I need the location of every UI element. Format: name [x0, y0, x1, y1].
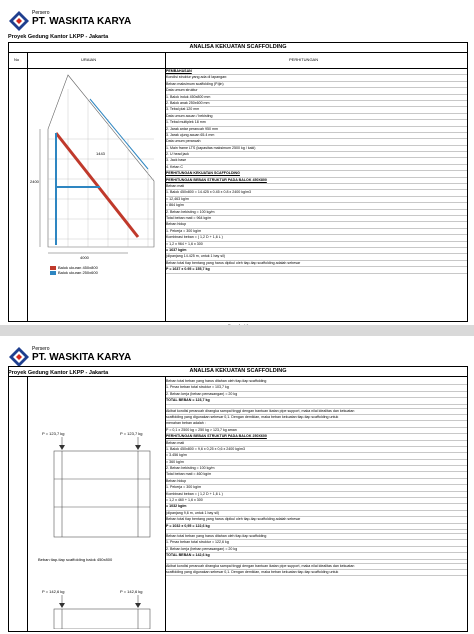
- company-header: [8, 8, 208, 40]
- persero-label: Persero: [32, 10, 50, 16]
- page-title: ANALISA KEKUATAN SCAFFOLDING: [9, 43, 467, 53]
- diagonal-length-label: 1443: [96, 151, 105, 156]
- calc-row: 3. Jack base: [166, 158, 467, 164]
- calc-row: PERHITUNGAN BEBAN STRUKTUR PADA BALOK 450X800: [166, 178, 467, 184]
- load-diagram: [28, 379, 165, 634]
- calc-row: 2. Balok anak 250x600 mm: [166, 101, 467, 107]
- calc-row: 2. Beban kerja (beban pemasangan) = 20 kg: [166, 547, 467, 553]
- calc-row: Beban hidup: [166, 479, 467, 485]
- load-label-left: P = 123,7 kg: [42, 431, 65, 436]
- calc-row: Beban mati: [166, 441, 467, 447]
- height-dimension-label: 2400: [30, 179, 39, 184]
- persero-label: Persero: [32, 346, 50, 352]
- col-no: No: [14, 57, 20, 62]
- calc-row: Kondisi struktur yang ada di lapangan:: [166, 75, 467, 81]
- calc-row: 2. Jarak antar perancah 950 mm: [166, 127, 467, 133]
- calc-row: Beban mati: [166, 184, 467, 190]
- calc-row: = 1,2 x 964 + 1,6 x 300: [166, 242, 467, 248]
- calc-row: = 3.456 kg/m: [166, 453, 467, 459]
- calc-row: (dipanjang 14.425 m, untuk 1 bay sil): [166, 254, 467, 260]
- calc-row: TOTAL BEBAN = 123,7 kg: [166, 398, 467, 404]
- calc-row: Beban total beban yang harus ditahan oleh tiap-tiap scaffolding: [166, 534, 467, 540]
- calc-row: scaffolding yang digunakan sebesar 0,1. Dengan demikian, maka beban kekuatan tiap-tiap scaffolding untuk: [166, 570, 467, 576]
- calc-row: 4. Ketan C: [166, 165, 467, 171]
- calc-row: = 864 kg/m: [166, 203, 467, 209]
- calc-row: P = 1032 x 0,95 = 122,6 kg: [166, 524, 467, 530]
- calc-row: 1. Pekerja = 300 kg/m: [166, 485, 467, 491]
- calc-row: Beban maksimum scaffolding (P.ijin): [166, 82, 467, 88]
- calc-row: P = 0,1 x 2500 kg = 250 kg > 123,7 kg aman: [166, 428, 467, 434]
- calc-row: Kombinasi beban = ( 1,2 D + 1,6 L ): [166, 235, 467, 241]
- calc-row: Data umum perancah: [166, 139, 467, 145]
- calc-row: Beban total tiap bentang yang harus dipikul oleh tiap-tiap scaffolding adalah sebesar: [166, 517, 467, 523]
- calc-row: 3. Jarak ujung acuan 65.4 mm: [166, 133, 467, 139]
- calc-row: Kombinasi beban = ( 1,2 D + 1,6 L ): [166, 492, 467, 498]
- calc-row: Total beban mati = 964 kg/m: [166, 216, 467, 222]
- page-title: ANALISA KEKUATAN SCAFFOLDING: [9, 367, 467, 377]
- calc-row: scaffolding yang digunakan sebesar 0,1. Dengan demikian, maka beban kekuatan tiap-tiap scaffolding untuk: [166, 415, 467, 421]
- structure-diagram: [28, 69, 165, 275]
- calc-row: 2. Beban bekisting = 100 kg/m: [166, 466, 467, 472]
- calc-row: 1. Balok 450x800 = 9,6 x 0,25 x 0,6 x 2400 kg/m3: [166, 447, 467, 453]
- calc-row: = 1637 kg/m: [166, 248, 467, 254]
- calc-row: 1. Pekerja = 300 kg/m: [166, 229, 467, 235]
- calc-row: PEMBAHASAN: [166, 69, 467, 75]
- calc-row: = 12,463 kg/m: [166, 197, 467, 203]
- calc-row: 2. U head jack: [166, 152, 467, 158]
- calc-row: 1. Balok induk 450x800 mm: [166, 95, 467, 101]
- calc-row: menahan beban adalah :: [166, 421, 467, 427]
- calc-row: Beban total beban yang harus ditahan oleh tiap-tiap scaffolding: [166, 379, 467, 385]
- calc-row: Data umum struktur: [166, 88, 467, 94]
- calc-row: TOTAL BEBAN = 142,6 kg: [166, 553, 467, 559]
- load-label-left-2: P = 142,6 kg: [42, 589, 65, 594]
- floor-plan-diagram: [28, 69, 165, 259]
- company-name: PT. WASKITA KARYA: [32, 352, 132, 363]
- calc-row: 3. Tebal plat 120 mm: [166, 107, 467, 113]
- calc-row: 2. Beban bekisting = 100 kg/m: [166, 210, 467, 216]
- project-name: Proyek Gedung Kantor LKPP - Jakarta: [8, 34, 109, 40]
- width-dimension-label: 4000: [80, 255, 89, 260]
- calc-row: = 360 kg/m: [166, 460, 467, 466]
- analysis-table: [8, 42, 468, 322]
- legend-item: [50, 270, 98, 275]
- waskita-logo-icon: [8, 346, 30, 368]
- legend-label: Balok ukuran 250x600: [58, 270, 98, 275]
- diagram-caption: Beban tiap-tiap scaffolding balok 450x800: [38, 557, 113, 562]
- calculation-column: [166, 379, 467, 576]
- calc-row: Data umum acuan / bekisting: [166, 114, 467, 120]
- legend-swatch-blue: [50, 271, 56, 275]
- calc-row: PERHITUNGAN KEKUATAN SCAFFOLDING: [166, 171, 467, 177]
- calculation-column: [166, 69, 467, 274]
- calc-row: = 1032 kg/m: [166, 504, 467, 510]
- calc-row: Beban hidup: [166, 222, 467, 228]
- col-perhitungan: PERHITUNGAN: [289, 57, 319, 62]
- calc-row: 1. Pmax beban total struktur = 103,7 kg: [166, 385, 467, 391]
- analysis-table: [8, 366, 468, 632]
- waskita-logo-icon: [8, 10, 30, 32]
- load-label-right-2: P = 142,6 kg: [120, 589, 143, 594]
- calc-row: P = 1637 x 0.95 = 155,7 kg: [166, 267, 467, 273]
- project-name: Proyek Gedung Kantor LKPP - Jakarta: [8, 370, 109, 376]
- calc-row: 1. Main frame LTS (kapasitas maksimum 2500 kg / kaki): [166, 146, 467, 152]
- calc-row: Total beban mati = 460 kg/m: [166, 472, 467, 478]
- calc-row: PERHITUNGAN BEBAN STRUKTUR PADA BALOK 250X600: [166, 434, 467, 440]
- calc-row: (dipanjang 9,6 m, untuk 1 bay sil): [166, 511, 467, 517]
- page-separator: [0, 325, 474, 336]
- calc-row: 1. Balok 450x800 = 14.425 x 0.45 x 0.8 x 2400 kg/m3: [166, 190, 467, 196]
- company-name: PT. WASKITA KARYA: [32, 16, 132, 27]
- legend-label: Balok ukuran 450x800: [58, 265, 98, 270]
- calc-row: = 1,2 x 460 + 1,6 x 300: [166, 498, 467, 504]
- diagram-legend: [50, 265, 98, 275]
- col-uraian: URAIAN: [81, 57, 97, 62]
- calc-row: 1. Tebal multiplek 18 mm: [166, 120, 467, 126]
- load-label-right: P = 123,7 kg: [120, 431, 143, 436]
- document-page-2: [0, 336, 474, 632]
- calc-row: 1. Pmax beban total struktur = 122,6 kg: [166, 540, 467, 546]
- calc-row: Akibat kondisi perancah dirangka sampai tinggi dengan bantuan ikatan pipe support, maka nilai idealitas dan kekuatan: [166, 409, 467, 415]
- calc-row: 2. Beban kerja (beban pemasangan) = 20 kg: [166, 392, 467, 398]
- calc-row: Beban total tiap bentang yang harus dipikul oleh tiap-tiap scaffolding adalah sebesar: [166, 261, 467, 267]
- column-header: [9, 52, 467, 69]
- calc-row: Akibat kondisi perancah dirangka sampai tinggi dengan bantuan ikatan pipe support, maka nilai idealitas dan kekuatan: [166, 564, 467, 570]
